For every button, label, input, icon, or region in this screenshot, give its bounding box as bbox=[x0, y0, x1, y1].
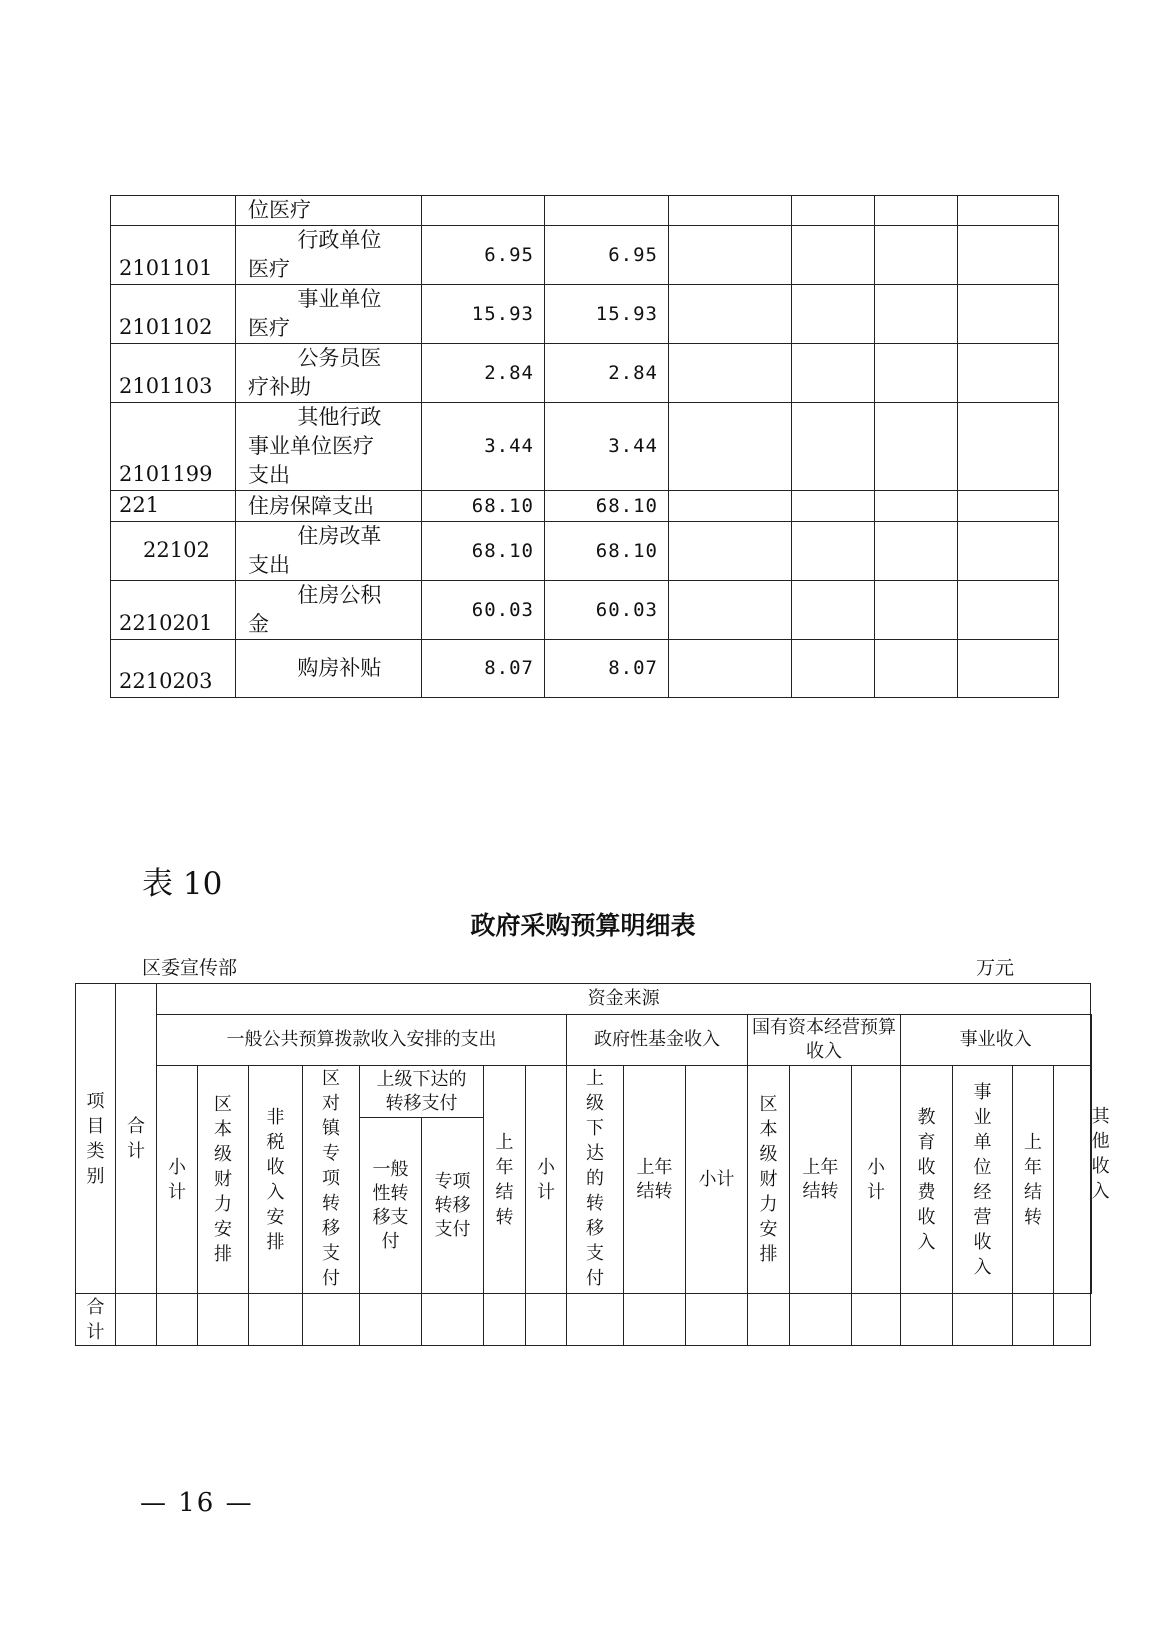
empty-cell bbox=[901, 1294, 953, 1346]
empty-cell bbox=[875, 403, 958, 491]
total-amount: 2.84 bbox=[422, 344, 545, 403]
empty-cell bbox=[958, 403, 1059, 491]
item-code bbox=[111, 196, 236, 226]
table-row bbox=[111, 640, 1059, 698]
header-business-income: 事业收入 bbox=[901, 1015, 1091, 1066]
empty-cell bbox=[303, 1294, 360, 1346]
item-name: 事业单位医疗 bbox=[236, 285, 422, 344]
header-district-finance: 区本级财力安排 bbox=[198, 1066, 249, 1294]
header-general-carryover: 上年结转 bbox=[484, 1066, 526, 1294]
empty-cell bbox=[875, 344, 958, 403]
empty-cell bbox=[958, 344, 1059, 403]
header-item-type: 项目类别 bbox=[76, 984, 116, 1294]
empty-cell bbox=[958, 491, 1059, 522]
header-general-subtotal: 小计 bbox=[157, 1066, 198, 1294]
header-general-budget: 一般公共预算拨款收入安排的支出 bbox=[157, 1015, 567, 1066]
table-title: 政府采购预算明细表 bbox=[470, 911, 696, 940]
table-row bbox=[111, 196, 1059, 226]
empty-cell bbox=[790, 1294, 852, 1346]
empty-cell bbox=[875, 491, 958, 522]
empty-cell bbox=[360, 1294, 422, 1346]
header-capital-carryover: 上年结转 bbox=[790, 1066, 852, 1294]
header-upper-transfer: 上级下达的转移支付 bbox=[360, 1066, 484, 1118]
table-row bbox=[111, 403, 1059, 491]
empty-cell bbox=[669, 226, 792, 285]
empty-cell bbox=[624, 1294, 686, 1346]
header-nontax: 非税收入安排 bbox=[249, 1066, 303, 1294]
header-edu-fee-income: 教育收费收入 bbox=[901, 1066, 953, 1294]
empty-cell bbox=[792, 403, 875, 491]
empty-cell bbox=[1013, 1294, 1054, 1346]
header-total: 合计 bbox=[116, 984, 157, 1294]
empty-cell bbox=[875, 285, 958, 344]
basic-expense-amount: 2.84 bbox=[545, 344, 669, 403]
header-town-special-transfer: 区对镇专项转移支付 bbox=[303, 1066, 360, 1294]
empty-cell bbox=[669, 196, 792, 226]
empty-cell bbox=[958, 285, 1059, 344]
header-state-capital: 国有资本经营预算收入 bbox=[748, 1015, 901, 1066]
basic-expense-amount: 15.93 bbox=[545, 285, 669, 344]
header-general-transfer: 一般性转移支付 bbox=[360, 1118, 422, 1294]
item-name: 其他行政事业单位医疗支出 bbox=[236, 403, 422, 491]
total-amount: 3.44 bbox=[422, 403, 545, 491]
total-amount bbox=[422, 196, 545, 226]
total-amount: 6.95 bbox=[422, 226, 545, 285]
item-code: 2101102 bbox=[111, 285, 236, 344]
empty-cell bbox=[792, 522, 875, 581]
item-name: 位医疗 bbox=[236, 196, 422, 226]
empty-cell bbox=[875, 640, 958, 698]
item-name: 公务员医疗补助 bbox=[236, 344, 422, 403]
header-other-income: 其他收入 bbox=[1091, 1106, 1110, 1202]
item-name: 行政单位医疗 bbox=[236, 226, 422, 285]
basic-expense-amount: 68.10 bbox=[545, 491, 669, 522]
empty-cell bbox=[526, 1294, 567, 1346]
item-code: 22102 bbox=[111, 522, 236, 581]
empty-cell bbox=[875, 226, 958, 285]
item-code: 2101101 bbox=[111, 226, 236, 285]
item-name: 住房改革支出 bbox=[236, 522, 422, 581]
header-funding-source: 资金来源 bbox=[157, 984, 1091, 1015]
empty-cell bbox=[792, 344, 875, 403]
total-amount: 68.10 bbox=[422, 522, 545, 581]
table-row bbox=[111, 344, 1059, 403]
empty-cell bbox=[875, 196, 958, 226]
empty-cell bbox=[484, 1294, 526, 1346]
empty-cell bbox=[852, 1294, 901, 1346]
empty-cell bbox=[669, 403, 792, 491]
empty-cell bbox=[958, 522, 1059, 581]
empty-cell bbox=[669, 285, 792, 344]
empty-cell bbox=[958, 640, 1059, 698]
empty-cell bbox=[157, 1294, 198, 1346]
header-capital-subtotal: 小计 bbox=[686, 1066, 748, 1294]
unit-label: 万元 bbox=[976, 957, 1015, 979]
empty-cell bbox=[792, 196, 875, 226]
header-capital-district-finance: 区本级财力安排 bbox=[748, 1066, 790, 1294]
header-unit-operating-income: 事业单位经营收入 bbox=[953, 1066, 1013, 1294]
empty-cell bbox=[792, 226, 875, 285]
total-amount: 68.10 bbox=[422, 491, 545, 522]
total-amount: 15.93 bbox=[422, 285, 545, 344]
department-name: 区委宣传部 bbox=[142, 957, 238, 979]
empty-cell bbox=[958, 196, 1059, 226]
item-name: 住房保障支出 bbox=[236, 491, 422, 522]
empty-cell bbox=[875, 581, 958, 640]
total-row bbox=[76, 1294, 1092, 1346]
item-code: 221 bbox=[111, 491, 236, 522]
empty-cell bbox=[669, 522, 792, 581]
item-name: 住房公积金 bbox=[236, 581, 422, 640]
empty-cell bbox=[792, 640, 875, 698]
basic-expense-amount: 8.07 bbox=[545, 640, 669, 698]
empty-cell bbox=[669, 344, 792, 403]
basic-expense-amount bbox=[545, 196, 669, 226]
empty-cell bbox=[792, 285, 875, 344]
item-code: 2101199 bbox=[111, 403, 236, 491]
empty-cell bbox=[116, 1294, 157, 1346]
empty-cell bbox=[792, 581, 875, 640]
empty-cell bbox=[567, 1294, 624, 1346]
header-business-carryover: 上年结转 bbox=[1013, 1066, 1054, 1294]
basic-expense-amount: 3.44 bbox=[545, 403, 669, 491]
total-amount: 8.07 bbox=[422, 640, 545, 698]
empty-cell bbox=[1054, 1294, 1091, 1346]
header-fund-upper-transfer: 上级下达的转移支付 bbox=[567, 1066, 624, 1294]
budget-continuation-table bbox=[110, 195, 1059, 698]
header-fund-subtotal: 小计 bbox=[526, 1066, 567, 1294]
empty-cell bbox=[198, 1294, 249, 1346]
basic-expense-amount: 68.10 bbox=[545, 522, 669, 581]
procurement-budget-table bbox=[75, 983, 1110, 1346]
total-row-label: 合计 bbox=[76, 1294, 116, 1346]
empty-cell bbox=[958, 581, 1059, 640]
item-name: 购房补贴 bbox=[236, 640, 422, 698]
table-row bbox=[111, 581, 1059, 640]
empty-cell bbox=[953, 1294, 1013, 1346]
table-row bbox=[111, 491, 1059, 522]
basic-expense-amount: 6.95 bbox=[545, 226, 669, 285]
empty-cell bbox=[249, 1294, 303, 1346]
empty-cell bbox=[669, 581, 792, 640]
empty-cell bbox=[792, 491, 875, 522]
empty-cell bbox=[748, 1294, 790, 1346]
table-row bbox=[111, 522, 1059, 581]
table-row bbox=[111, 285, 1059, 344]
total-amount: 60.03 bbox=[422, 581, 545, 640]
empty-cell bbox=[875, 522, 958, 581]
item-code: 2210203 bbox=[111, 640, 236, 698]
header-fund-carryover: 上年结转 bbox=[624, 1066, 686, 1294]
basic-expense-amount: 60.03 bbox=[545, 581, 669, 640]
header-gov-fund: 政府性基金收入 bbox=[567, 1015, 748, 1066]
table-number: 表 10 bbox=[142, 866, 223, 902]
item-code: 2101103 bbox=[111, 344, 236, 403]
empty-cell bbox=[669, 640, 792, 698]
table-row bbox=[111, 226, 1059, 285]
empty-cell bbox=[958, 226, 1059, 285]
empty-cell bbox=[669, 491, 792, 522]
header-business-subtotal: 小计 bbox=[852, 1066, 901, 1294]
item-code: 2210201 bbox=[111, 581, 236, 640]
header-special-transfer: 专项转移支付 bbox=[422, 1118, 484, 1294]
empty-cell bbox=[422, 1294, 484, 1346]
empty-cell bbox=[686, 1294, 748, 1346]
page-number: — 16 — bbox=[140, 1488, 254, 1518]
